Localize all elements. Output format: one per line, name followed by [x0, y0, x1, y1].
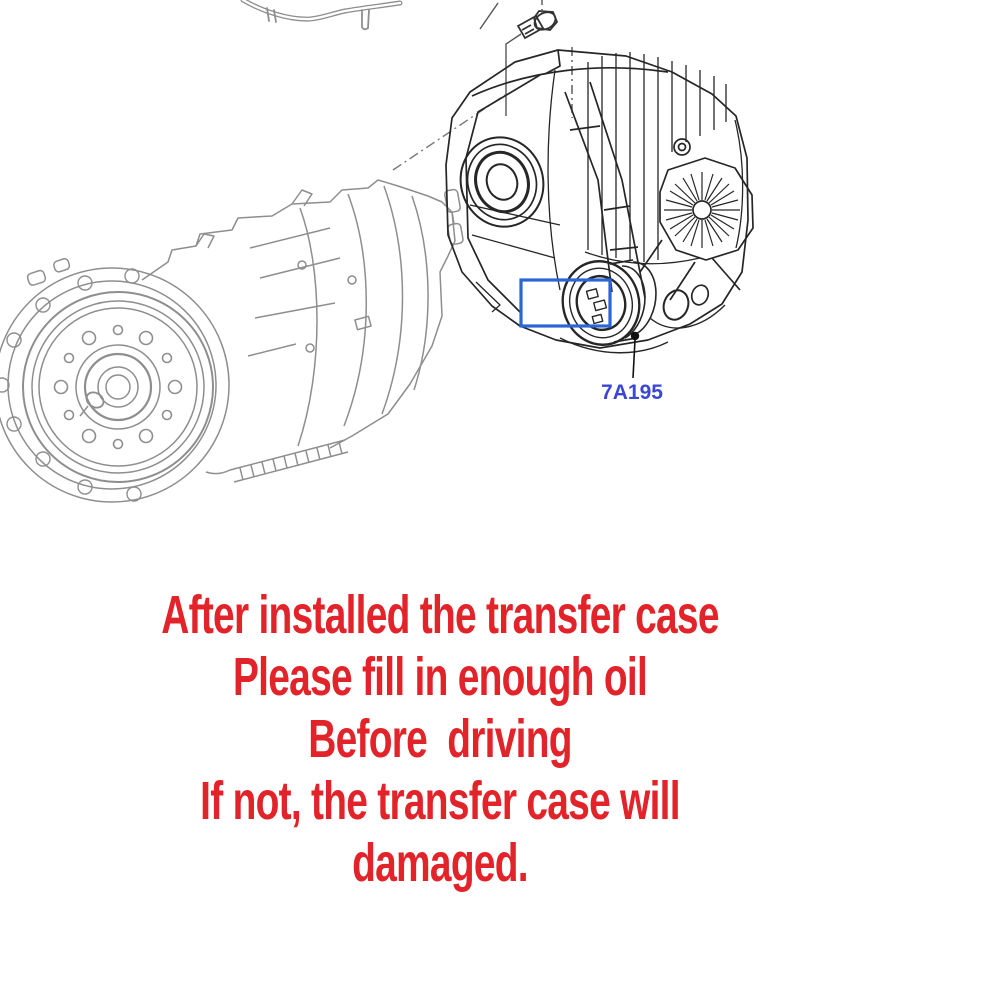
warning-line-4: If not, the transfer case will damaged.	[200, 771, 690, 893]
warning-text	[0, 584, 880, 894]
warning-line-3: Before driving	[308, 709, 572, 769]
warning-line-1: After installed the transfer case	[161, 585, 719, 645]
leader-dot	[631, 332, 639, 340]
fluid-pipe-drawing	[243, 0, 400, 29]
assembly-center-lines	[393, 0, 572, 170]
mounting-bolt-drawing	[518, 9, 558, 38]
leader-line	[633, 340, 635, 378]
transfer-case-drawing	[446, 50, 753, 353]
part-number-label: 7A195	[601, 381, 663, 404]
warning-line-2: Please fill in enough oil	[232, 647, 648, 707]
transmission-drawing	[0, 180, 464, 502]
